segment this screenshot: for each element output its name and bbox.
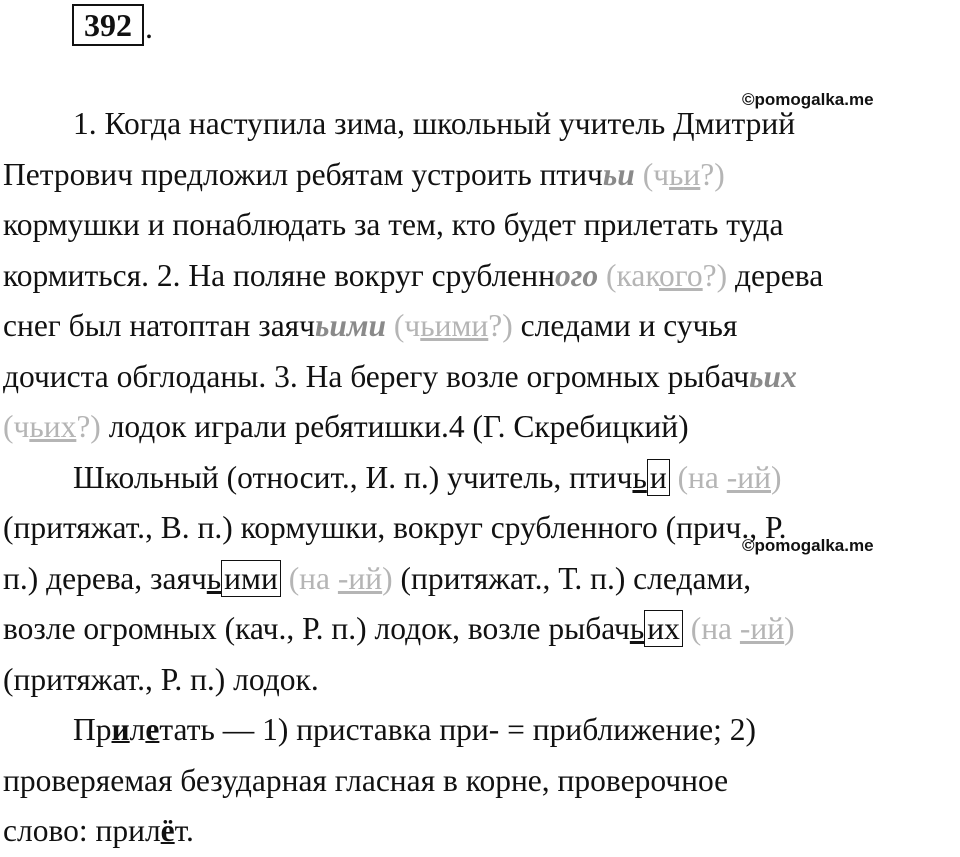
text-line-2 <box>3 150 955 201</box>
text-span: снег был натоптан заяч <box>3 308 316 343</box>
text-span: лодок играли ребятишки.4 (Г. Скребицкий) <box>100 409 689 444</box>
exercise-text <box>3 99 955 857</box>
text-line-6 <box>3 352 955 403</box>
ending-highlight: ьими <box>315 308 387 343</box>
question-hint <box>606 258 727 293</box>
vowel-highlight: ё <box>160 813 175 848</box>
question-hint <box>643 157 725 192</box>
text-span: тать — 1) приставка при- = приближение; 2) <box>159 712 756 747</box>
text-line-1 <box>3 99 955 150</box>
watermark-middle: ©pomogalka.me <box>742 536 874 555</box>
hint-part: (ч <box>642 156 670 192</box>
task-number-dot: . <box>145 9 153 45</box>
text-line-12 <box>3 655 955 706</box>
text-line-11 <box>3 604 955 655</box>
text-span: дерева <box>727 257 824 293</box>
text-span: дочиста обглоданы. 3. На берегу возле огромных рыбач <box>3 358 750 394</box>
hint-underlined: и <box>683 156 701 192</box>
hint-part: ) <box>784 611 795 646</box>
hint-part: (ч <box>3 409 30 444</box>
text-span: кормушки и понаблюдать за тем, кто будет прилетать туда <box>3 207 784 242</box>
text-line-9 <box>3 503 955 554</box>
text-line-3 <box>3 200 955 251</box>
text-span: л <box>129 712 146 747</box>
hint-part: ) <box>382 560 393 596</box>
text-line-5 <box>3 301 955 352</box>
hint-part: (ч <box>393 308 421 343</box>
text-line-4 <box>3 251 955 302</box>
text-line-14 <box>3 756 955 807</box>
text-span: кормиться. 2. На поляне вокруг срубленн <box>3 257 555 293</box>
ending-highlight: ого <box>555 257 599 293</box>
sentence-1-start: 1. Когда наступила зима, школьный учитель Дмитрий <box>73 106 796 141</box>
hint-part: (на <box>288 560 338 596</box>
hint-part: ?) <box>76 409 101 444</box>
hint-part: ) <box>771 459 782 495</box>
question-hint <box>3 409 101 444</box>
hint-part: ?) <box>702 257 728 293</box>
text-span: т. <box>174 813 194 848</box>
task-number: 392 <box>72 4 144 46</box>
text-span: Петрович предложил ребятам устроить птич <box>3 156 603 192</box>
text-span: возле огромных (кач., Р. п.) лодок, возле рыбач <box>3 611 630 646</box>
text-line-8 <box>3 453 955 504</box>
text-line-7 <box>3 402 955 453</box>
hint-part: ?) <box>488 308 513 343</box>
hint-underlined: -ий <box>726 459 771 495</box>
ending-box: и <box>647 459 670 496</box>
soft-sign-underlined: ь <box>206 560 222 596</box>
text-span: проверяемая безударная гласная в корне, проверочное <box>3 762 729 798</box>
text-line-13 <box>3 705 955 756</box>
hint-underlined: ьих <box>29 409 77 444</box>
vowel-highlight: е <box>145 712 160 747</box>
text-span: (притяжат., Р. п.) лодок. <box>3 661 319 697</box>
text-span: (притяжат., Т. п.) следами, <box>392 560 752 596</box>
text-span: Пр <box>73 712 112 747</box>
soft-sign-underlined: ь <box>632 459 647 495</box>
ending-highlight: ьих <box>749 358 797 394</box>
hint-underlined: ьими <box>420 308 489 343</box>
text-line-15 <box>3 806 955 857</box>
suffix-hint <box>678 460 782 495</box>
vowel-highlight: и <box>111 712 130 747</box>
suffix-hint <box>289 561 393 596</box>
soft-sign-underlined: ь <box>629 611 645 646</box>
hint-part: (на <box>677 459 727 495</box>
hint-part: (как <box>606 257 660 293</box>
ending-highlight: ьи <box>602 156 635 192</box>
text-line-10 <box>3 554 955 605</box>
hint-part: (на <box>690 611 740 646</box>
text-span: Школьный (относит., И. п.) учитель, птич <box>73 459 633 495</box>
hint-underlined: ь <box>669 156 684 192</box>
hint-underlined: -ий <box>739 611 785 646</box>
hint-part: ?) <box>700 156 725 192</box>
ending-box: ими <box>221 560 281 597</box>
text-span: слово: прил <box>3 813 161 848</box>
question-hint <box>394 308 513 343</box>
text-span: (притяжат., В. п.) кормушки, вокруг срубленного (прич., Р. <box>3 510 787 545</box>
ending-box: их <box>644 610 683 647</box>
text-span: п.) дерева, заяч <box>3 560 207 596</box>
suffix-hint <box>691 611 795 646</box>
hint-underlined: -ий <box>337 560 383 596</box>
watermark-top: ©pomogalka.me <box>742 90 874 109</box>
hint-underlined: ого <box>659 257 703 293</box>
text-span: следами и сучья <box>512 308 738 343</box>
